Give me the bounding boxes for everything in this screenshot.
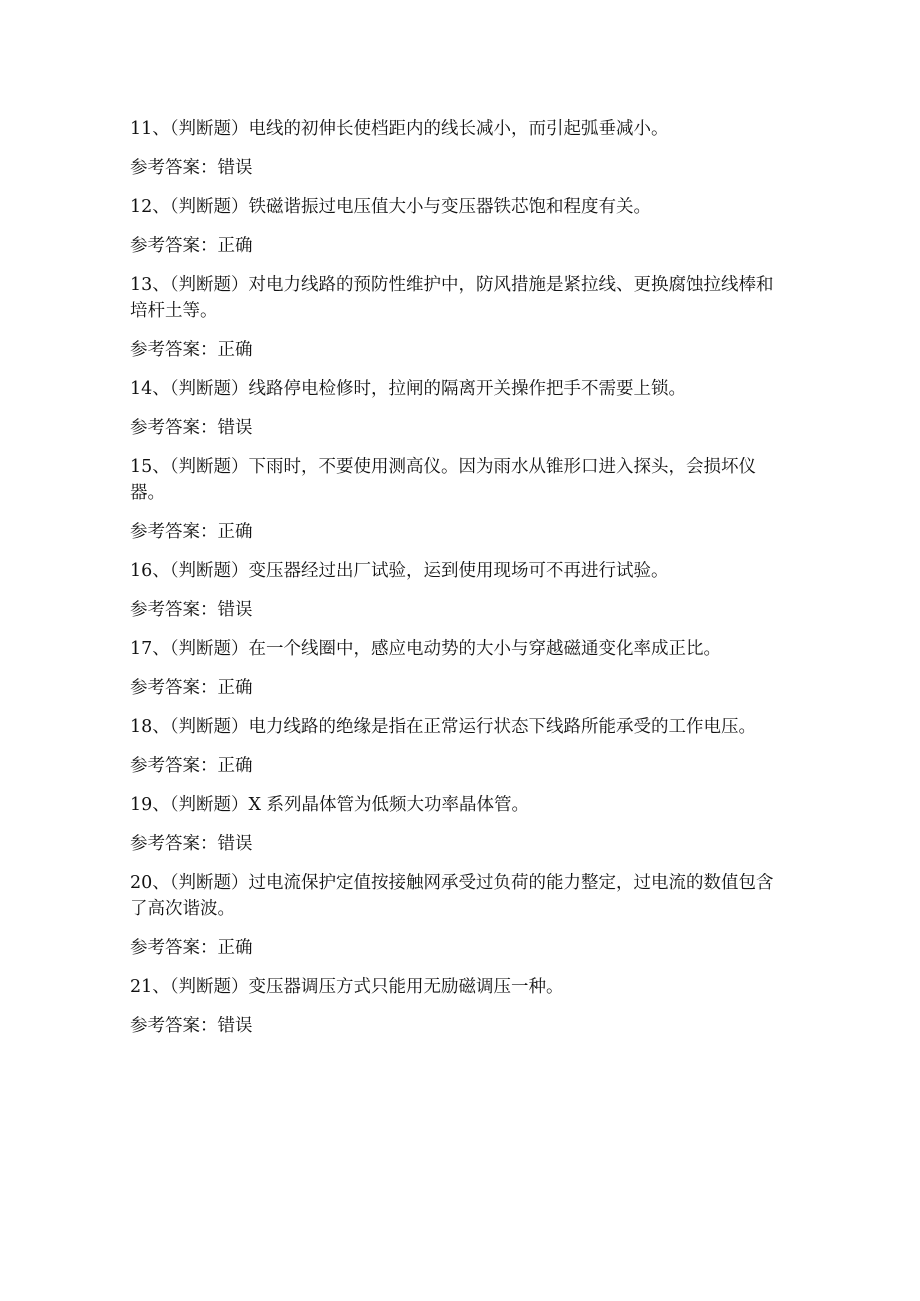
question-11: 11、（判断题）电线的初伸长使档距内的线长减小，而引起弧垂减小。 [130, 119, 669, 139]
question-12: 12、（判断题）铁磁谐振过电压值大小与变压器铁芯饱和程度有关。 [130, 197, 652, 217]
question-15: 15、（判断题）下雨时，不要使用测高仪。因为雨水从锥形口进入探头，会损坏仪器。 [130, 457, 757, 503]
question-13: 13、（判断题）对电力线路的预防性维护中，防风措施是紧拉线、更换腐蚀拉线棒和培杆土等。 [130, 275, 774, 321]
answer-15: 参考答案：正确 [130, 522, 253, 542]
answer-13: 参考答案：正确 [130, 340, 253, 360]
answer-19: 参考答案：错误 [130, 834, 253, 854]
question-16: 16、（判断题）变压器经过出厂试验，运到使用现场可不再进行试验。 [130, 561, 669, 581]
question-17: 17、（判断题）在一个线圈中，感应电动势的大小与穿越磁通变化率成正比。 [130, 639, 722, 659]
answer-17: 参考答案：正确 [130, 678, 253, 698]
answer-18: 参考答案：正确 [130, 756, 253, 776]
question-20: 20、（判断题）过电流保护定值按接触网承受过负荷的能力整定，过电流的数值包含了高次谐波。 [130, 873, 774, 919]
answer-21: 参考答案：错误 [130, 1016, 253, 1036]
question-21: 21、（判断题）变压器调压方式只能用无励磁调压一种。 [130, 977, 564, 997]
question-19: 19、（判断题）X 系列晶体管为低频大功率晶体管。 [130, 795, 530, 815]
answer-14: 参考答案：错误 [130, 418, 253, 438]
answer-12: 参考答案：正确 [130, 236, 253, 256]
question-list [130, 116, 782, 1052]
answer-11: 参考答案：错误 [130, 158, 253, 178]
answer-16: 参考答案：错误 [130, 600, 253, 620]
question-14: 14、（判断题）线路停电检修时，拉闸的隔离开关操作把手不需要上锁。 [130, 379, 687, 399]
answer-20: 参考答案：正确 [130, 938, 253, 958]
question-18: 18、（判断题）电力线路的绝缘是指在正常运行状态下线路所能承受的工作电压。 [130, 717, 757, 737]
